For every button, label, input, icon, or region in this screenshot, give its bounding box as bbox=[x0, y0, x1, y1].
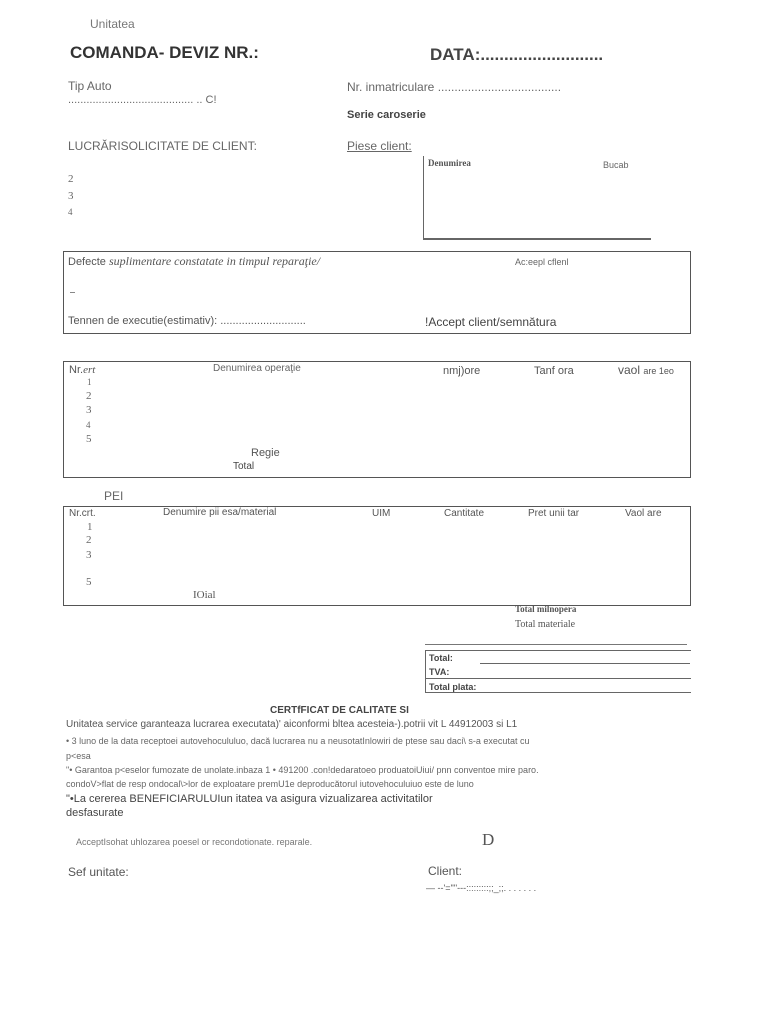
op-row-2: 2 bbox=[86, 390, 92, 402]
lucrare-item-3: 3 bbox=[68, 190, 74, 202]
op-regie-label: Regie bbox=[251, 447, 280, 459]
piese-client-left-border bbox=[423, 156, 424, 238]
op-row-3: 3 bbox=[86, 404, 92, 416]
total-value-line bbox=[480, 663, 690, 664]
defects-label bbox=[68, 254, 320, 269]
sef-unitate-label: Sef unitate: bbox=[68, 865, 129, 879]
certificate-line-4: condoV>flat de resp ondocal\>lor de exploatare premU1e deproducătorul iutovehoculuiuo este de luno bbox=[66, 779, 474, 789]
certificate-line-2: • 3 luno de la data receptoei autovehocululuo, dacă lucrarea nu a neusotatInlowiri de ptese sau daci\ s-a executat cu bbox=[66, 736, 530, 746]
lucrare-item-4: 4 bbox=[68, 207, 73, 217]
parts-header-pret: Pret unii tar bbox=[528, 508, 580, 519]
parts-row-5: 5 bbox=[86, 576, 92, 588]
certificate-line-5: "•La cererea BENEFICIARULUIun itatea va asigura vizualizarea activitatilor bbox=[66, 793, 433, 805]
parts-header-valoare: Vaol are bbox=[625, 508, 662, 519]
op-header-manopera: nmj)ore bbox=[443, 365, 481, 377]
totals-left-border bbox=[425, 650, 426, 692]
parts-header-nr: Nr.crt. bbox=[69, 508, 96, 519]
denumirea-header: Denumirea bbox=[428, 158, 471, 168]
op-header-nr-italic: ert bbox=[83, 364, 96, 376]
total-label: Total: bbox=[429, 653, 453, 663]
parts-row-3: 3 bbox=[86, 549, 92, 561]
total-plata-line bbox=[425, 692, 691, 693]
tip-auto-label: Tip Auto bbox=[68, 79, 112, 93]
piese-client-bottom-border bbox=[423, 238, 651, 240]
op-row-5: 5 bbox=[86, 433, 92, 445]
parts-header-cantitate: Cantitate bbox=[444, 508, 485, 519]
total-materiale-label: Total materiale bbox=[515, 619, 576, 630]
unit-label: Unitatea bbox=[90, 17, 135, 31]
accept-client-signature-label: !Accept client/semnătura bbox=[425, 315, 557, 329]
operations-table bbox=[63, 361, 691, 478]
op-row-1: 1 bbox=[87, 377, 92, 387]
total-manopera-label: Total milnopera bbox=[515, 604, 577, 614]
certificate-line-2b: p<esa bbox=[66, 751, 91, 761]
parts-total-label: IOial bbox=[193, 589, 216, 601]
client-signature-line: — --'=''"---:::::::::;;_;;. . . . . . . bbox=[426, 883, 537, 893]
total-plata-label: Total plata: bbox=[429, 682, 477, 692]
tva-label: TVA: bbox=[429, 667, 450, 677]
parts-section-label: PEI bbox=[104, 489, 124, 503]
totals-top-line bbox=[425, 650, 691, 651]
lucrari-solicitate-label: LUCRĂRISOLICITATE DE CLIENT: bbox=[68, 139, 257, 153]
op-header-valoare-text: vaol bbox=[618, 363, 641, 377]
op-header-valoare bbox=[618, 363, 674, 377]
tip-auto-field: ......................................... .. C! bbox=[68, 94, 217, 106]
tva-value-line bbox=[425, 678, 691, 679]
d-mark: D bbox=[482, 830, 495, 849]
certificate-line-6: desfasurate bbox=[66, 807, 124, 819]
defects-dash bbox=[70, 292, 75, 293]
parts-header-um: UIM bbox=[372, 508, 391, 519]
op-header-nr bbox=[69, 364, 95, 376]
op-header-valoare-small: are 1eo bbox=[643, 366, 674, 376]
parts-header-denumire: Denumire pii esa/material bbox=[163, 507, 277, 518]
certificate-line-1: Unitatea service garanteaza lucrarea executata)' aiconformi bltea acesteia-).potrii vit L 44912003 si L1 bbox=[66, 719, 518, 730]
nr-inmatriculare-field: Nr. inmatriculare ..................................... bbox=[347, 80, 562, 94]
certificate-title: CERTfFICAT DE CALITATE SI bbox=[270, 705, 409, 716]
page-title: COMANDA- DEVIZ NR.: bbox=[70, 43, 259, 62]
date-label: DATA:.......................... bbox=[430, 45, 604, 64]
bucati-header: Bucab bbox=[603, 160, 629, 170]
parts-table bbox=[63, 506, 691, 606]
certificate-line-3: "• Garantoa p<eselor fumozate de unolate.inbaza 1 • 491200 .con!dedaratoeo produatoiUiui/ pnn conventoe mire paro. bbox=[66, 765, 539, 775]
op-header-nr-text: Nr. bbox=[69, 364, 84, 376]
defects-label-italic: suplimentare constatate in timpul reparaţie/ bbox=[108, 254, 321, 268]
parts-row-2: 2 bbox=[86, 534, 92, 546]
totals-separator bbox=[425, 644, 687, 645]
piese-client-label: Piese client: bbox=[347, 139, 412, 153]
termen-executie-field: Tennen de executie(estimativ): ............................ bbox=[68, 315, 306, 327]
accept-recondition-label: AcceptIsohat uhlozarea poesel or recondotionate. reparale. bbox=[76, 837, 313, 847]
accept-client-label: Ac:eepl cflenl bbox=[515, 257, 569, 267]
serie-caroserie-label: Serie caroserie bbox=[347, 109, 426, 121]
defects-label-start: Defecte bbox=[68, 256, 109, 268]
parts-row-1: 1 bbox=[87, 521, 93, 533]
op-header-tarif: Tanf ora bbox=[534, 365, 574, 377]
op-header-denumire: Denumirea operaţie bbox=[213, 363, 301, 374]
op-row-4: 4 bbox=[86, 420, 91, 430]
client-label: Client: bbox=[428, 864, 463, 878]
op-total-label: Total bbox=[233, 461, 255, 472]
lucrare-item-2: 2 bbox=[68, 173, 74, 185]
